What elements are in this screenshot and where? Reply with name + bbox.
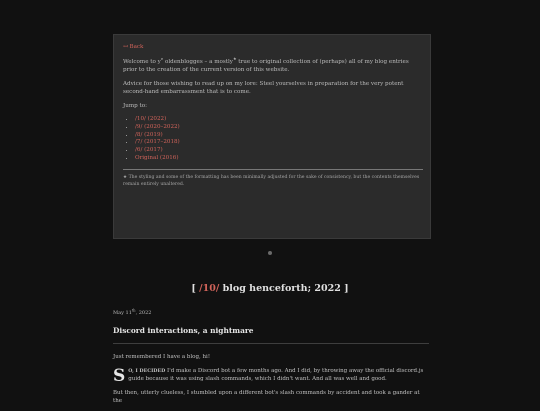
entry-title: Discord interactions, a nightmare	[113, 326, 429, 344]
back-link[interactable]: ↤ Back	[123, 44, 144, 50]
jump-link-8[interactable]: /8/ (2019)	[135, 131, 163, 138]
jump-link-original[interactable]: Original (2016)	[135, 154, 179, 161]
footnote-star-icon: ★	[232, 56, 237, 62]
entry-date	[113, 310, 429, 316]
entry-paragraph-2-rest: I'd make a Discord bot a few months ago. And I did, by throwing away the official discord.js guide because it was using slash commands, which I didn't want. And all was well and good.	[128, 368, 424, 382]
section-separator-dot	[268, 251, 272, 255]
welcome-suffix: true to original collection of (perhaps) all of my blog entries prior to the creation of the current version of this website.	[123, 59, 409, 73]
welcome-prefix: Welcome to y	[123, 59, 161, 65]
jump-link-9[interactable]: /9/ (2020–2022)	[135, 123, 180, 130]
list-item	[135, 116, 423, 124]
section-heading-rest: blog henceforth; 2022 ]	[219, 283, 349, 294]
list-item	[135, 147, 423, 155]
jump-link-10[interactable]: /10/ (2022)	[135, 116, 167, 122]
welcome-sup: e	[160, 56, 164, 62]
list-item	[135, 139, 423, 147]
dropcap: S	[113, 366, 126, 386]
jump-list	[123, 116, 423, 163]
blog-entry	[113, 310, 429, 411]
advice-paragraph: Advice for those wishing to read up on my lore: Steel yourselves in preparation for the very potent second-hand embarrassment that is to come.	[123, 81, 404, 95]
jump-link-6[interactable]: /6/ (2017)	[135, 147, 163, 154]
footnote	[123, 174, 423, 188]
footnote-text: The styling and some of the formatting has been minimally adjusted for the sake of consistency, but the contents themselves remain entirely unaltered.	[123, 174, 420, 187]
section-tag: /10/	[199, 283, 220, 294]
welcome-paragraph	[123, 58, 423, 74]
divider	[123, 169, 423, 170]
section-heading-open: [	[191, 283, 200, 294]
jump-label: Jump to:	[123, 103, 148, 109]
entry-date-sup: th	[131, 308, 136, 313]
footnote-star-icon: ★	[123, 174, 128, 180]
list-item	[135, 155, 423, 163]
list-item	[135, 124, 423, 132]
section-heading	[0, 283, 540, 294]
entry-paragraph-2	[113, 366, 429, 386]
entry-paragraph-3: But then, utterly clueless, I stumbled upon a different bot's slash commands by accident and took a gander at the	[113, 390, 420, 404]
intro-panel	[113, 34, 431, 239]
entry-paragraph-1: Just remembered I have a blog, hi!	[113, 354, 211, 360]
entry-date-prefix: May 11	[113, 310, 132, 316]
entry-date-suffix: , 2022	[135, 310, 152, 316]
jump-link-7[interactable]: /7/ (2017–2018)	[135, 139, 180, 146]
entry-smallcaps: O, I DECIDED	[128, 368, 166, 374]
welcome-middle: oldenblogges – a mostly	[163, 59, 233, 65]
